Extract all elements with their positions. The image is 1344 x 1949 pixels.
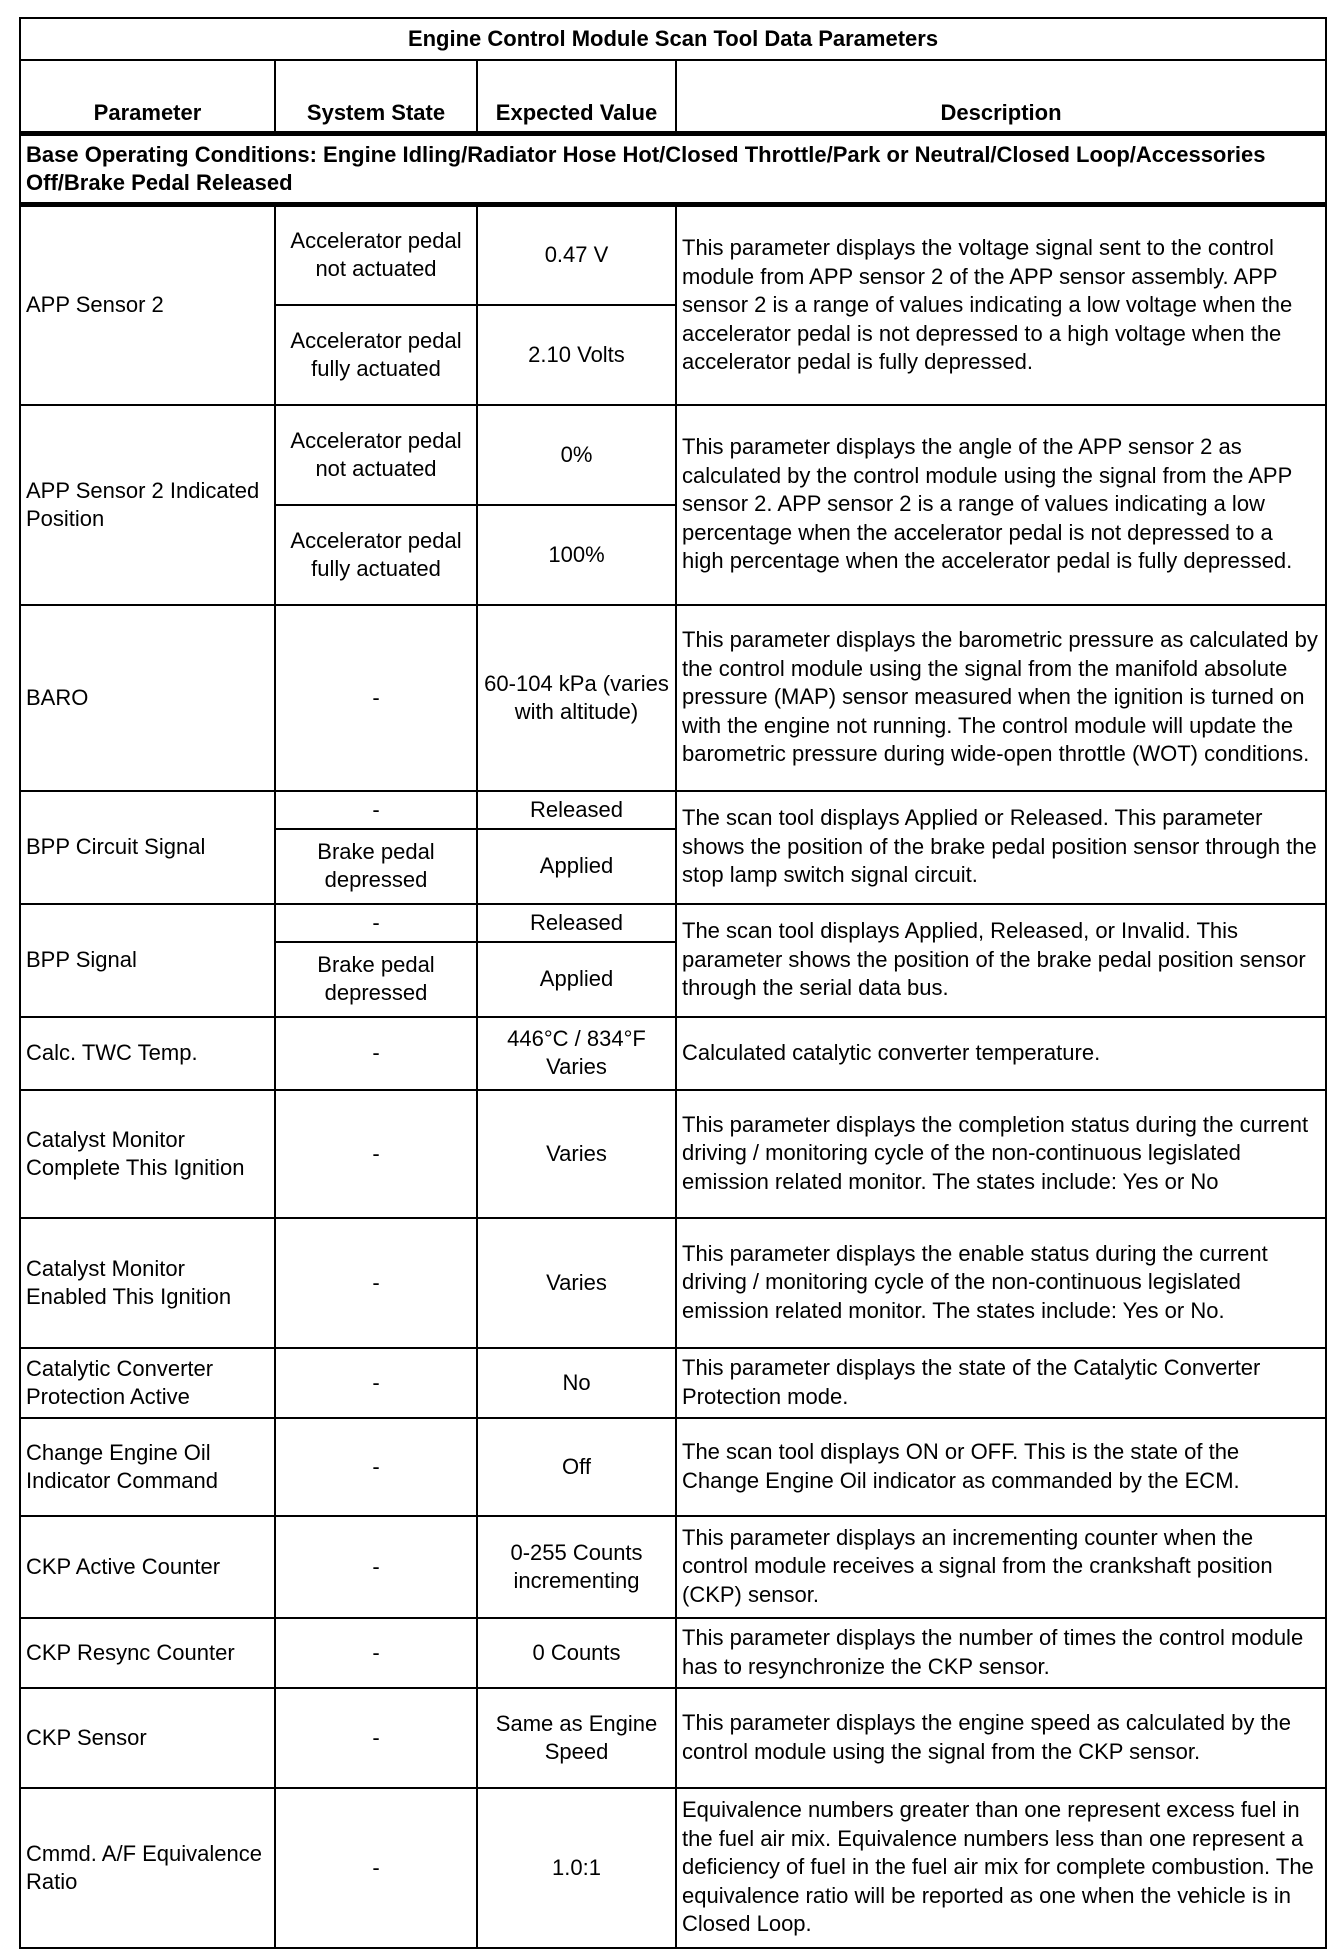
table-title: Engine Control Module Scan Tool Data Parameters	[20, 18, 1326, 60]
system-state-cell: -	[275, 1218, 477, 1348]
table-row	[20, 1516, 1326, 1618]
header-system-state: System State	[275, 60, 477, 134]
parameter-cell: Calc. TWC Temp.	[20, 1017, 275, 1090]
description-cell: This parameter displays an incrementing counter when the control module receives a signal from the crankshaft position (CKP) sensor.	[676, 1516, 1326, 1618]
expected-value-cell: Released	[477, 791, 676, 829]
expected-value-cell: 60-104 kPa (varies with altitude)	[477, 605, 676, 791]
table-row	[20, 1017, 1326, 1090]
description-cell: This parameter displays the engine speed as calculated by the control module using the signal from the CKP sensor.	[676, 1688, 1326, 1788]
system-state-cell: -	[275, 1348, 477, 1418]
system-state-cell: Accelerator pedal not actuated	[275, 205, 477, 305]
table-row	[20, 1348, 1326, 1418]
system-state-cell: -	[275, 605, 477, 791]
parameter-cell: Catalyst Monitor Enabled This Ignition	[20, 1218, 275, 1348]
description-cell: This parameter displays the number of times the control module has to resynchronize the CKP sensor.	[676, 1618, 1326, 1688]
parameter-cell: APP Sensor 2 Indicated Position	[20, 405, 275, 605]
description-cell: This parameter displays the state of the Catalytic Converter Protection mode.	[676, 1348, 1326, 1418]
system-state-cell: -	[275, 1090, 477, 1218]
system-state-cell: -	[275, 791, 477, 829]
description-cell: This parameter displays the barometric pressure as calculated by the control module using the signal from the manifold absolute pressure (MAP) sensor measured when the ignition is turned on with the engine not running. The control module will update the barometric pressure during wide-open throttle (WOT) conditions.	[676, 605, 1326, 791]
table-row	[20, 405, 1326, 505]
header-parameter: Parameter	[20, 60, 275, 134]
parameter-cell: BPP Circuit Signal	[20, 791, 275, 904]
system-state-cell: Accelerator pedal not actuated	[275, 405, 477, 505]
expected-value-cell: Applied	[477, 829, 676, 904]
description-cell: Calculated catalytic converter temperature.	[676, 1017, 1326, 1090]
description-cell: This parameter displays the voltage signal sent to the control module from APP sensor 2 of the APP sensor assembly. APP sensor 2 is a range of values indicating a low voltage when the accelerator pedal is not depressed to a high voltage when the accelerator pedal is fully depressed.	[676, 205, 1326, 405]
table-row	[20, 1090, 1326, 1218]
parameter-cell: Catalyst Monitor Complete This Ignition	[20, 1090, 275, 1218]
system-state-cell: Accelerator pedal fully actuated	[275, 505, 477, 605]
system-state-cell: -	[275, 1788, 477, 1948]
table-row	[20, 791, 1326, 829]
expected-value-cell: 2.10 Volts	[477, 305, 676, 405]
description-cell: This parameter displays the angle of the APP sensor 2 as calculated by the control module using the signal from the APP sensor 2. APP sensor 2 is a range of values indicating a low percentage when the accelerator pedal is not depressed to a high percentage when the accelerator pedal is fully depressed.	[676, 405, 1326, 605]
system-state-cell: Accelerator pedal fully actuated	[275, 305, 477, 405]
parameter-cell: BARO	[20, 605, 275, 791]
scan-tool-data-table	[19, 17, 1327, 1949]
expected-value-cell: Varies	[477, 1218, 676, 1348]
parameter-cell: CKP Sensor	[20, 1688, 275, 1788]
expected-value-cell: Applied	[477, 942, 676, 1017]
table-row	[20, 904, 1326, 942]
expected-value-cell: 446°C / 834°F Varies	[477, 1017, 676, 1090]
system-state-cell: -	[275, 1516, 477, 1618]
expected-value-cell: 0%	[477, 405, 676, 505]
parameter-cell: CKP Active Counter	[20, 1516, 275, 1618]
description-cell: The scan tool displays ON or OFF. This is the state of the Change Engine Oil indicator as commanded by the ECM.	[676, 1418, 1326, 1516]
system-state-cell: -	[275, 1688, 477, 1788]
system-state-cell: -	[275, 1618, 477, 1688]
parameter-cell: CKP Resync Counter	[20, 1618, 275, 1688]
expected-value-cell: 100%	[477, 505, 676, 605]
expected-value-cell: No	[477, 1348, 676, 1418]
system-state-cell: -	[275, 1418, 477, 1516]
table-row	[20, 205, 1326, 305]
parameter-cell: Change Engine Oil Indicator Command	[20, 1418, 275, 1516]
parameter-cell: Catalytic Converter Protection Active	[20, 1348, 275, 1418]
header-expected-value: Expected Value	[477, 60, 676, 134]
header-description: Description	[676, 60, 1326, 134]
expected-value-cell: Off	[477, 1418, 676, 1516]
table-row	[20, 1618, 1326, 1688]
expected-value-cell: 0 Counts	[477, 1618, 676, 1688]
description-cell: This parameter displays the enable status during the current driving / monitoring cycle of the non-continuous legislated emission related monitor. The states include: Yes or No.	[676, 1218, 1326, 1348]
table-row	[20, 1418, 1326, 1516]
expected-value-cell: Varies	[477, 1090, 676, 1218]
expected-value-cell: 0-255 Counts incrementing	[477, 1516, 676, 1618]
expected-value-cell: 0.47 V	[477, 205, 676, 305]
description-cell: This parameter displays the completion status during the current driving / monitoring cycle of the non-continuous legislated emission related monitor. The states include: Yes or No	[676, 1090, 1326, 1218]
expected-value-cell: 1.0:1	[477, 1788, 676, 1948]
system-state-cell: -	[275, 1017, 477, 1090]
table-row	[20, 605, 1326, 791]
table-row	[20, 1688, 1326, 1788]
parameter-cell: APP Sensor 2	[20, 205, 275, 405]
description-cell: The scan tool displays Applied or Released. This parameter shows the position of the brake pedal position sensor through the stop lamp switch signal circuit.	[676, 791, 1326, 904]
system-state-cell: Brake pedal depressed	[275, 942, 477, 1017]
system-state-cell: Brake pedal depressed	[275, 829, 477, 904]
table-row	[20, 1218, 1326, 1348]
table-row	[20, 1788, 1326, 1948]
expected-value-cell: Same as Engine Speed	[477, 1688, 676, 1788]
expected-value-cell: Released	[477, 904, 676, 942]
description-cell: Equivalence numbers greater than one represent excess fuel in the fuel air mix. Equivalence numbers less than one represent a deficiency of fuel in the fuel air mix for complete combustion. The equivalence ratio will be reported as one when the vehicle is in Closed Loop.	[676, 1788, 1326, 1948]
base-operating-conditions: Base Operating Conditions: Engine Idling/Radiator Hose Hot/Closed Throttle/Park or Neutral/Closed Loop/Accessories Off/Brake Pedal Released	[20, 134, 1326, 205]
parameter-cell: Cmmd. A/F Equivalence Ratio	[20, 1788, 275, 1948]
parameter-cell: BPP Signal	[20, 904, 275, 1017]
description-cell: The scan tool displays Applied, Released, or Invalid. This parameter shows the position of the brake pedal position sensor through the serial data bus.	[676, 904, 1326, 1017]
system-state-cell: -	[275, 904, 477, 942]
